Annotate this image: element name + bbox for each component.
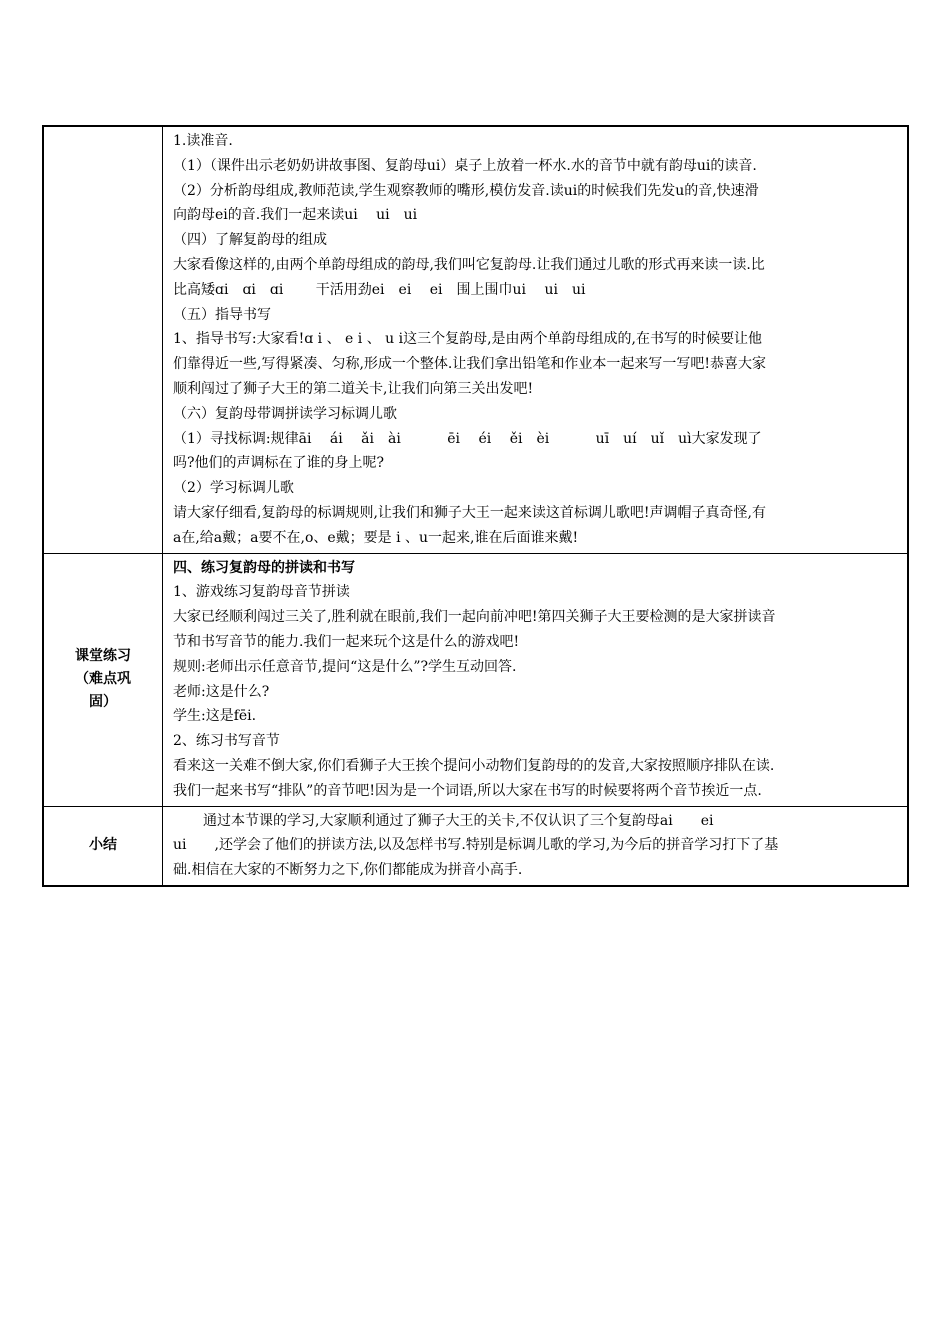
row-content <box>163 806 909 886</box>
content-line: （2）分析韵母组成,教师范读,学生观察教师的嘴形,模仿发音.读ui的时候我们先发u的音,快速滑 <box>173 182 759 199</box>
content-line: 看来这一关难不倒大家,你们看狮子大王挨个提问小动物们复韵母的的发音,大家按照顺序排队在读. <box>173 757 775 774</box>
row-content <box>163 553 909 806</box>
content-line: 通过本节课的学习,大家顺利通过了狮子大王的关卡,不仅认识了三个复韵母ai ei <box>203 812 714 829</box>
content-line: a在,给a戴；a要不在,o、e戴；要是 i 、u一起来,谁在后面谁来戴! <box>173 529 579 546</box>
section-heading: 四、练习复韵母的拼读和书写 <box>173 559 355 576</box>
content-line: （1）寻找标调:规律āi ái ǎi ài ēi éi ěi èi uī uí uǐ uì大家发现了 <box>173 430 762 447</box>
content-line: 规则:老师出示任意音节,提问“这是什么”?学生互动回答. <box>173 658 517 675</box>
content-line: 础.相信在大家的不断努力之下,你们都能成为拼音小高手. <box>173 862 523 879</box>
label-line: 固） <box>89 694 117 711</box>
lesson-plan-table <box>42 125 909 887</box>
table-row <box>43 806 908 886</box>
content-line: 学生:这是fēi. <box>173 708 257 725</box>
row-content <box>163 126 909 553</box>
content-line: 老师:这是什么? <box>173 683 270 700</box>
table-row <box>43 126 908 553</box>
row-label-practice <box>43 553 163 806</box>
content-line: （四）了解复韵母的组成 <box>173 232 327 249</box>
label-line: 课堂练习 <box>75 648 131 665</box>
content-line: 请大家仔细看,复韵母的标调规则,让我们和狮子大王一起来读这首标调儿歌吧!声调帽子真奇怪,有 <box>173 504 766 521</box>
content-line: 大家看像这样的,由两个单韵母组成的韵母,我们叫它复韵母.让我们通过儿歌的形式再来读一读.比 <box>173 256 765 273</box>
content-line: （2）学习标调儿歌 <box>173 480 294 497</box>
row-label-empty <box>43 126 163 553</box>
content-line: ui ,还学会了他们的拼读方法,以及怎样书写.特别是标调儿歌的学习,为今后的拼音学习打下了基 <box>173 837 779 854</box>
content-line: 们靠得近一些,写得紧凑、匀称,形成一个整体.让我们拿出铅笔和作业本一起来写一写吧!恭喜大家 <box>173 356 766 373</box>
row-label-summary: 小结 <box>43 806 163 886</box>
content-line: 我们一起来书写“排队”的音节吧!因为是一个词语,所以大家在书写的时候要将两个音节挨近一点. <box>173 782 762 799</box>
content-line: （1）（课件出示老奶奶讲故事图、复韵母ui）桌子上放着一杯水.水的音节中就有韵母ui的读音. <box>173 157 757 174</box>
content-line: 1、游戏练习复韵母音节拼读 <box>173 584 350 601</box>
content-line: 比高矮ɑi ɑi ɑi 干活用劲ei ei ei 围上围巾ui ui ui <box>173 281 586 298</box>
content-line: 大家已经顺利闯过三关了,胜利就在眼前,我们一起向前冲吧!第四关狮子大王要检测的是大家拼读音 <box>173 609 776 626</box>
content-line: 顺利闯过了狮子大王的第二道关卡,让我们向第三关出发吧! <box>173 380 534 397</box>
table-row <box>43 553 908 806</box>
content-line: 1.读准音. <box>173 133 233 149</box>
content-line: 向韵母ei的音.我们一起来读ui ui ui <box>173 207 418 224</box>
label-line: （难点巩 <box>75 671 131 688</box>
content-line: 吗?他们的声调标在了谁的身上呢? <box>173 455 385 472</box>
content-line: （五）指导书写 <box>173 306 271 323</box>
content-line: （六）复韵母带调拼读学习标调儿歌 <box>173 405 397 422</box>
content-line: 2、练习书写音节 <box>173 733 280 750</box>
content-line: 节和书写音节的能力.我们一起来玩个这是什么的游戏吧! <box>173 633 520 650</box>
content-line: 1、指导书写:大家看!ɑ i 、 e i 、 u i这三个复韵母,是由两个单韵母组成的,在书写的时候要让他 <box>173 331 762 348</box>
